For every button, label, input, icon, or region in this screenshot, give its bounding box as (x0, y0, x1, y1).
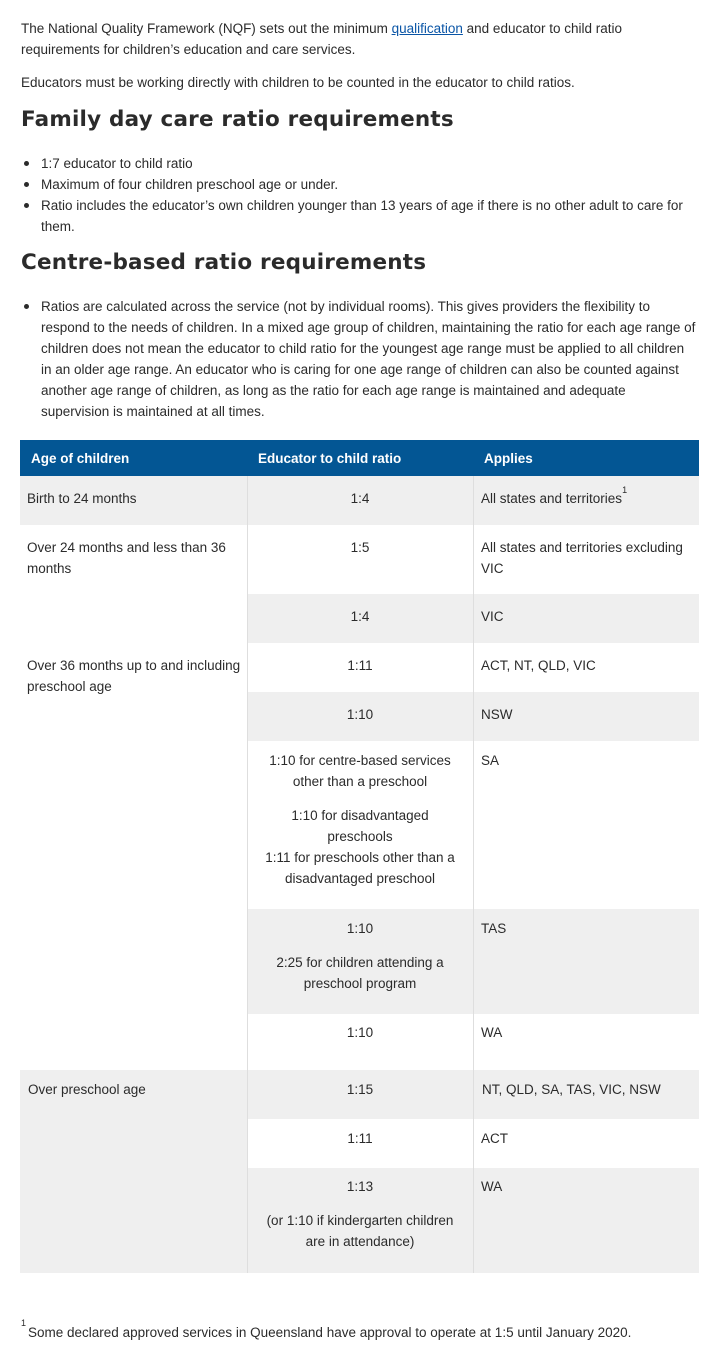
footnote-marker: 1 (21, 1317, 27, 1328)
header-applies: Applies (484, 451, 533, 466)
applies-cell: NT, QLD, SA, TAS, VIC, NSW (482, 1082, 661, 1097)
ratio-cell: 1:5 (350, 540, 370, 555)
ratio-cell: 1:11 (347, 658, 373, 673)
centre-based-list (21, 296, 696, 422)
ratio-cell: 1:4 (350, 609, 370, 624)
age-cell: Over 24 months and less than 36 months (27, 540, 226, 576)
ratio-text: 1:10 for disadvantaged preschools (291, 808, 429, 844)
centre-based-heading: Centre-based ratio requirements (21, 250, 427, 275)
ratio-cell (263, 918, 457, 994)
applies-cell: TAS (481, 921, 507, 936)
ratio-text: (or 1:10 if kindergarten children are in attendance) (266, 1213, 454, 1249)
qualification-link[interactable]: qualification (391, 21, 463, 36)
family-day-care-list (21, 153, 696, 237)
applies-cell: ACT (481, 1131, 508, 1146)
header-ratio: Educator to child ratio (258, 451, 402, 466)
age-cell: Over 36 months up to and including preschool age (27, 658, 241, 694)
applies-cell: All states and territories excluding VIC (481, 540, 683, 576)
footnote-text: Some declared approved services in Queensland have approval to operate at 1:5 until January 2020. (28, 1325, 632, 1340)
applies-cell: All states and territories$^1$ (481, 484, 628, 506)
ratio-text: 1:13 (346, 1179, 374, 1194)
applies-cell: VIC (481, 609, 504, 624)
family-day-care-heading: Family day care ratio requirements (21, 107, 454, 132)
ratio-text: 1:10 (346, 921, 374, 936)
applies-cell: ACT, NT, QLD, VIC (481, 658, 596, 673)
applies-cell: SA (481, 753, 500, 768)
list-item: Maximum of four children preschool age or under. (21, 174, 696, 195)
header-age: Age of children (31, 451, 130, 466)
applies-cell: WA (481, 1179, 503, 1194)
row-stripe (20, 1119, 247, 1273)
table-header-row (20, 440, 699, 476)
age-cell: Over preschool age (28, 1082, 146, 1097)
column-divider (247, 476, 248, 1273)
applies-cell: WA (481, 1025, 503, 1040)
intro-paragraph-educators: Educators must be working directly with children to be counted in the educator to child ratios. (21, 75, 575, 90)
ratio-cell: 1:10 (346, 1025, 374, 1040)
age-cell: Birth to 24 months (27, 491, 137, 506)
ratio-cell: 1:15 (346, 1082, 374, 1097)
list-item: Ratios are calculated across the service (not by individual rooms). This gives providers the flexibility to respond to the needs of children. In a mixed age group of children, maintaining the ratio for each age range of children does not mean the educator to child ratio for the youngest age range must be applied to all children in an older age range. An educator who is caring for one age range of children can also be counted against another age range of children, as long as the ratio for each age range is maintained and adequate supervision is maintained at all times. (21, 296, 696, 422)
footnote (21, 1317, 701, 1343)
ratio-cell (258, 750, 462, 889)
footnote-marker: 1 (622, 484, 628, 495)
ratio-cell: 1:4 (350, 491, 370, 506)
applies-cell: NSW (481, 707, 513, 722)
intro-paragraph-ratio: The National Quality Framework (NQF) sets out the minimum qualification and educator to child ratio requirements for children’s education and care services. (21, 21, 623, 57)
ratio-cell: 1:10 (346, 707, 374, 722)
ratio-text: 1:11 for preschools other than a disadvantaged preschool (265, 850, 455, 886)
ratio-text: 1:10 for centre-based services other than a preschool (269, 753, 451, 789)
column-divider (473, 476, 474, 1273)
intro-section (21, 18, 701, 105)
list-item: Ratio includes the educator’s own children younger than 13 years of age if there is no other adult to care for them. (21, 195, 696, 237)
ratio-cell (258, 1176, 462, 1252)
ratio-text: 2:25 for children attending a preschool program (276, 955, 444, 991)
ratio-cell: 1:11 (347, 1131, 373, 1146)
list-item: 1:7 educator to child ratio (21, 153, 696, 174)
